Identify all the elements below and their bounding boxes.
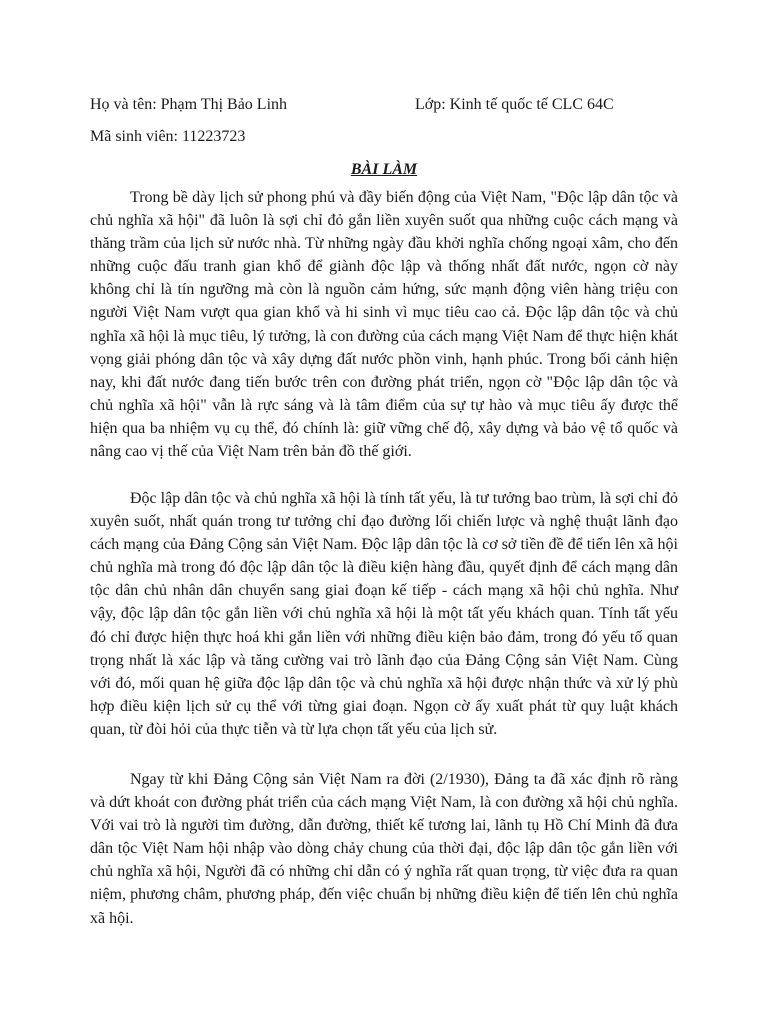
student-class: Lớp: Kinh tế quốc tế CLC 64C: [415, 96, 614, 113]
paragraph-1: Trong bề dày lịch sử phong phú và đầy biến động của Việt Nam, "Độc lập dân tộc và chủ nghĩa xã hội" đã luôn là sợi chỉ đỏ gắn liền xuyên suốt qua những cuộc cách mạng và thăng trầm của lịch sử nước nhà. Từ những ngày đầu khởi nghĩa chống ngoại xâm, cho đến những cuộc đấu tranh gian khổ để giành độc lập và thống nhất đất nước, ngọn cờ này không chỉ là tín ngưỡng mà còn là nguồn cảm hứng, sức mạnh động viên hàng triệu con người Việt Nam vượt qua gian khổ và hi sinh vì mục tiêu cao cả. Độc lập dân tộc và chủ nghĩa xã hội là mục tiêu, lý tưởng, là con đường của cách mạng Việt Nam để thực hiện khát vọng giải phóng dân tộc và xây dựng đất nước phồn vinh, hạnh phúc. Trong bối cảnh hiện nay, khi đất nước đang tiến bước trên con đường phát triển, ngọn cờ "Độc lập dân tộc và chủ nghĩa xã hội" vẫn là rực sáng và là tâm điểm của sự tự hào và mục tiêu ấy được thể hiện qua ba nhiệm vụ cụ thể, đó chính là: giữ vững chế độ, xây dựng và bảo vệ tổ quốc và nâng cao vị thế của Việt Nam trên bản đồ thế giới.: [90, 189, 678, 461]
paragraph-3: Ngay từ khi Đảng Cộng sản Việt Nam ra đời (2/1930), Đảng ta đã xác định rõ ràng và dứt khoát con đường phát triển của cách mạng Việt Nam, là con đường xã hội chủ nghĩa. Với vai trò là người tìm đường, dẫn đường, thiết kế tương lai, lãnh tụ Hồ Chí Minh đã đưa dân tộc Việt Nam hội nhập vào dòng chảy chung của thời đại, độc lập dân tộc gắn liền với chủ nghĩa xã hội, Người đã có những chỉ dẫn có ý nghĩa rất quan trọng, từ việc đưa ra quan niệm, phương châm, phương pháp, đến việc chuẩn bị những điều kiện để tiến lên chủ nghĩa xã hội.: [90, 771, 678, 927]
student-name: Họ và tên: Phạm Thị Bảo Linh: [90, 96, 288, 113]
student-id: Mã sinh viên: 11223723: [90, 128, 246, 145]
paragraph-2: Độc lập dân tộc và chủ nghĩa xã hội là tính tất yếu, là tư tưởng bao trùm, là sợi chỉ đỏ xuyên suốt, nhất quán trong tư tưởng chỉ đạo đường lối chiến lược và nghệ thuật lãnh đạo cách mạng của Đảng Cộng sản Việt Nam. Độc lập dân tộc là cơ sở tiền đề để tiến lên xã hội chủ nghĩa mà trong đó độc lập dân tộc là điều kiện hàng đầu, quyết định để cách mạng dân tộc dân chủ nhân dân chuyển sang giai đoạn kế tiếp - cách mạng xã hội chủ nghĩa. Như vậy, độc lập dân tộc gắn liền với chủ nghĩa xã hội là một tất yếu khách quan. Tính tất yếu đó chỉ được hiện thực hoá khi gắn liền với những điều kiện bảo đảm, trong đó yếu tố quan trọng nhất là xác lập và tăng cường vai trò lãnh đạo của Đảng Cộng sản Việt Nam. Cùng với đó, mối quan hệ giữa độc lập dân tộc và chủ nghĩa xã hội được nhận thức và xử lý phù hợp điều kiện lịch sử cụ thể với từng giai đoạn. Ngọn cờ ấy xuất phát từ quy luật khách quan, từ đòi hỏi của thực tiễn và từ lựa chọn tất yếu của lịch sử.: [90, 490, 678, 738]
document-title: BÀI LÀM: [350, 161, 418, 178]
